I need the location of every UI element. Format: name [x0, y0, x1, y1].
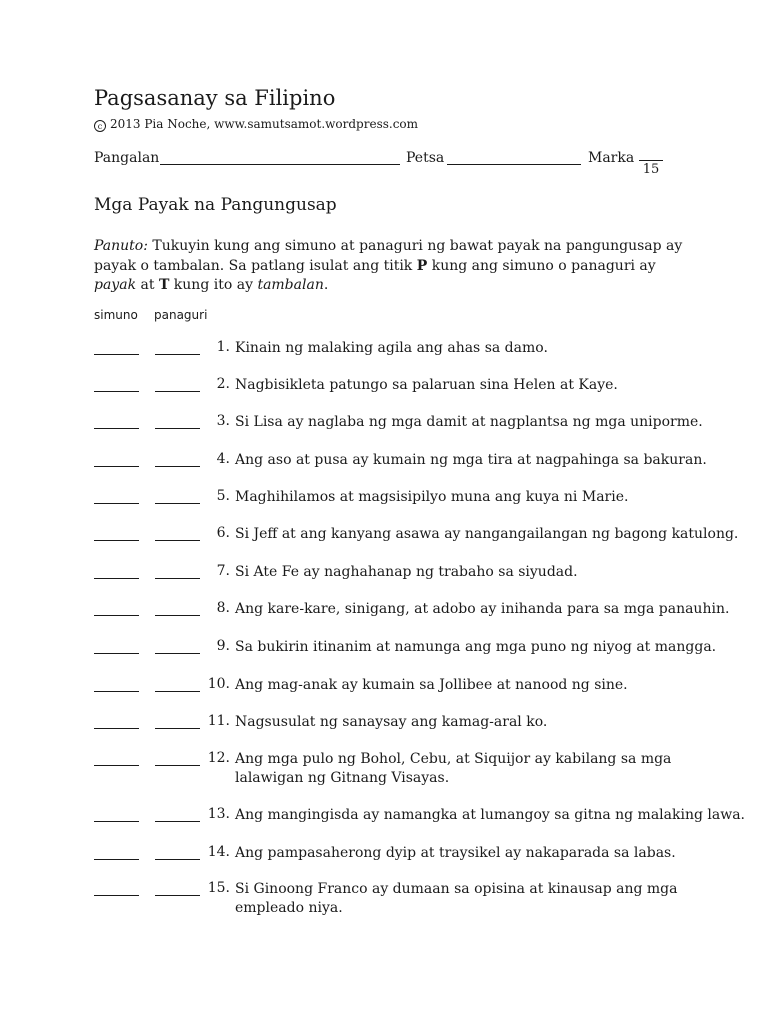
panaguri-answer-blank[interactable] — [155, 821, 200, 822]
simuno-answer-blank[interactable] — [94, 540, 139, 541]
item-number: 2. — [216, 376, 230, 392]
score-fraction-bar — [639, 160, 663, 161]
copyright-line — [94, 117, 418, 132]
item-number: 13. — [207, 806, 230, 822]
simuno-answer-blank[interactable] — [94, 895, 139, 896]
panaguri-answer-blank[interactable] — [155, 391, 200, 392]
date-blank[interactable] — [447, 164, 581, 165]
instructions-text-2: kung ang simuno o panaguri ay — [427, 257, 656, 274]
item-text: Si Lisa ay naglaba ng mga damit at nagplantsa ng mga uniporme. — [235, 414, 703, 430]
panaguri-answer-blank[interactable] — [155, 615, 200, 616]
item-text: Kinain ng malaking agila ang ahas sa damo. — [235, 340, 548, 356]
item-text: Maghihilamos at magsisipilyo muna ang kuya ni Marie. — [235, 489, 629, 505]
simuno-answer-blank[interactable] — [94, 428, 139, 429]
letter-p: P — [416, 257, 428, 274]
score-total: 15 — [642, 162, 660, 177]
item-text-continuation: lalawigan ng Gitnang Visayas. — [235, 770, 450, 786]
item-text: Ang aso at pusa ay kumain ng mga tira at nagpahinga sa bakuran. — [235, 452, 707, 468]
item-text: Sa bukirin itinanim at namunga ang mga puno ng niyog at mangga. — [235, 639, 717, 655]
copyright-text: 2013 Pia Noche, www.samutsamot.wordpress.com — [110, 117, 419, 131]
panaguri-answer-blank[interactable] — [155, 859, 200, 860]
simuno-answer-blank[interactable] — [94, 653, 139, 654]
simuno-answer-blank[interactable] — [94, 578, 139, 579]
score-label: Marka — [588, 150, 635, 166]
name-label: Pangalan — [94, 150, 160, 166]
panaguri-answer-blank[interactable] — [155, 691, 200, 692]
instructions-label: Panuto: — [94, 238, 148, 254]
column-header-simuno: simuno — [94, 308, 138, 322]
simuno-answer-blank[interactable] — [94, 466, 139, 467]
item-text: Ang mag-anak ay kumain sa Jollibee at nanood ng sine. — [235, 677, 628, 693]
instructions-text-3: at — [136, 277, 159, 293]
simuno-answer-blank[interactable] — [94, 354, 139, 355]
item-number: 14. — [207, 844, 230, 860]
item-text: Ang kare-kare, sinigang, at adobo ay inihanda para sa mga panauhin. — [235, 601, 730, 617]
simuno-answer-blank[interactable] — [94, 821, 139, 822]
item-text: Si Ate Fe ay naghahanap ng trabaho sa siyudad. — [235, 564, 578, 580]
item-text: Si Jeff at ang kanyang asawa ay nangangailangan ng bagong katulong. — [235, 526, 739, 542]
panaguri-answer-blank[interactable] — [155, 728, 200, 729]
panaguri-answer-blank[interactable] — [155, 578, 200, 579]
word-payak: payak — [94, 277, 137, 293]
name-blank[interactable] — [160, 164, 400, 165]
item-text: Ang pampasaherong dyip at traysikel ay nakaparada sa labas. — [235, 845, 676, 861]
instructions-text-5: . — [323, 277, 329, 293]
item-number: 5. — [216, 488, 230, 504]
item-number: 3. — [216, 413, 230, 429]
instructions — [94, 237, 684, 296]
item-number: 6. — [216, 525, 230, 541]
panaguri-answer-blank[interactable] — [155, 653, 200, 654]
date-label: Petsa — [406, 150, 445, 166]
panaguri-answer-blank[interactable] — [155, 354, 200, 355]
instructions-text-4: kung ito ay — [169, 277, 258, 293]
item-text: Ang mga pulo ng Bohol, Cebu, at Siquijor ay kabilang sa mga — [235, 751, 672, 767]
word-tambalan: tambalan — [257, 277, 324, 293]
column-header-panaguri: panaguri — [154, 308, 208, 322]
panaguri-answer-blank[interactable] — [155, 503, 200, 504]
item-text: Nagsusulat ng sanaysay ang kamag-aral ko. — [235, 714, 548, 730]
item-number: 4. — [216, 451, 230, 467]
item-text-continuation: empleado niya. — [235, 900, 343, 916]
panaguri-answer-blank[interactable] — [155, 765, 200, 766]
instructions-text-1: Tukuyin kung ang simuno at panaguri ng bawat payak na pangungusap ay payak o tambalan. Sa patlang isulat ang titik — [94, 238, 683, 274]
simuno-answer-blank[interactable] — [94, 503, 139, 504]
panaguri-answer-blank[interactable] — [155, 466, 200, 467]
item-text: Nagbisikleta patungo sa palaruan sina Helen at Kaye. — [235, 377, 618, 393]
simuno-answer-blank[interactable] — [94, 859, 139, 860]
simuno-answer-blank[interactable] — [94, 615, 139, 616]
worksheet-title: Pagsasanay sa Filipino — [94, 86, 336, 110]
panaguri-answer-blank[interactable] — [155, 540, 200, 541]
item-text: Si Ginoong Franco ay dumaan sa opisina at kinausap ang mga — [235, 881, 678, 897]
panaguri-answer-blank[interactable] — [155, 895, 200, 896]
section-title: Mga Payak na Pangungusap — [94, 195, 337, 215]
item-number: 15. — [207, 880, 230, 896]
letter-t: T — [158, 277, 170, 293]
panaguri-answer-blank[interactable] — [155, 428, 200, 429]
item-number: 8. — [216, 600, 230, 616]
simuno-answer-blank[interactable] — [94, 691, 139, 692]
item-number: 1. — [216, 339, 230, 355]
copyright-icon: c — [94, 120, 106, 132]
item-number: 7. — [216, 563, 230, 579]
item-number: 10. — [207, 676, 230, 692]
item-number: 9. — [216, 638, 230, 654]
item-number: 11. — [207, 713, 230, 729]
simuno-answer-blank[interactable] — [94, 765, 139, 766]
simuno-answer-blank[interactable] — [94, 728, 139, 729]
item-number: 12. — [207, 750, 230, 766]
item-text: Ang mangingisda ay namangka at lumangoy sa gitna ng malaking lawa. — [235, 807, 746, 823]
simuno-answer-blank[interactable] — [94, 391, 139, 392]
